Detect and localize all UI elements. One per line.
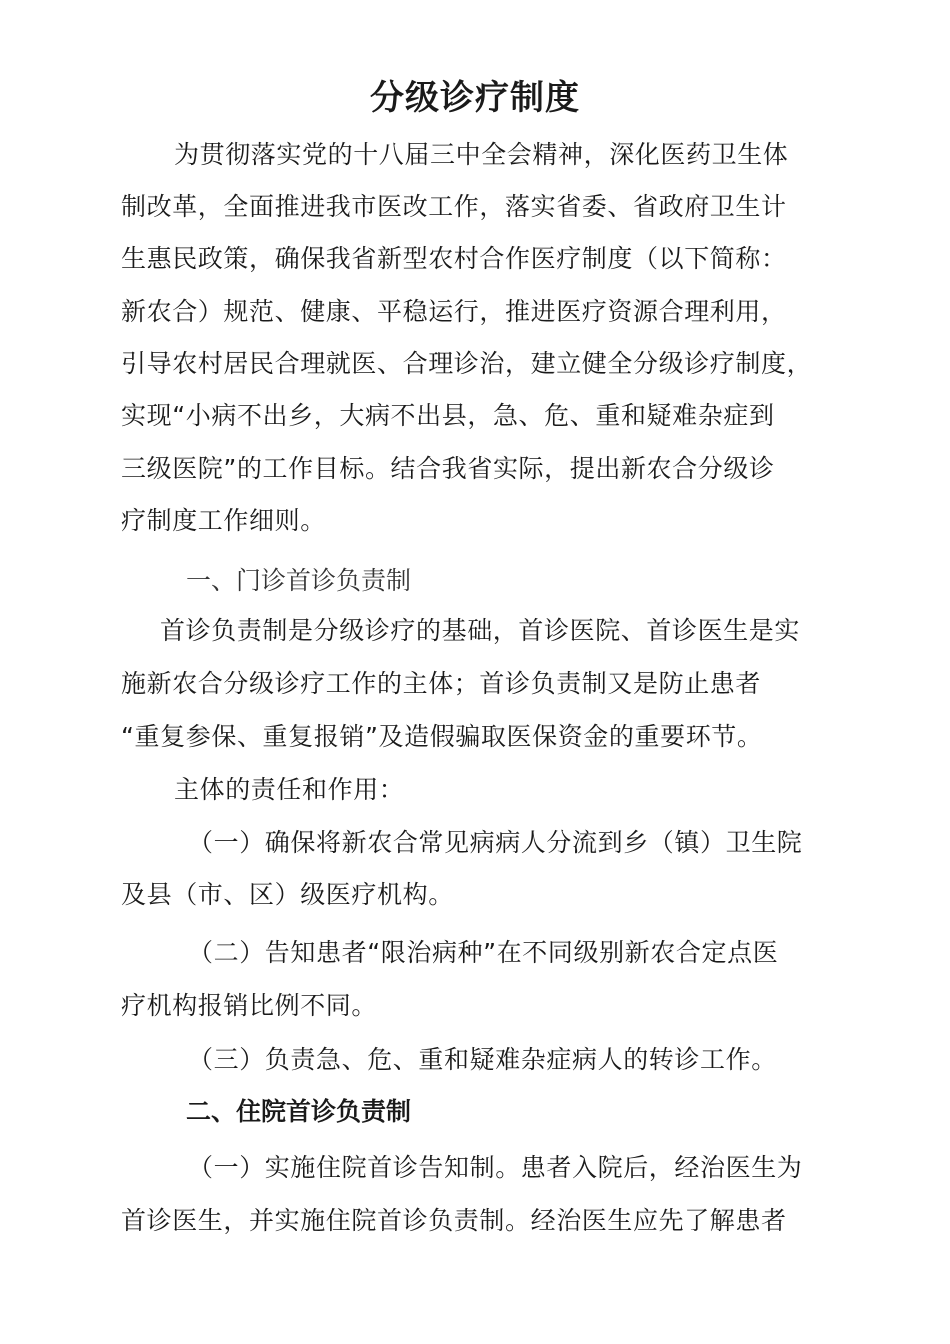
document-title: 分级诊疗制度 xyxy=(370,78,580,118)
section-heading: 二、住院首诊负责制 xyxy=(186,1097,412,1126)
list-item-line: 疗机构报销比例不同。 xyxy=(121,991,378,1020)
list-item-line: （一）确保将新农合常见病病人分流到乡（镇）卫生院 xyxy=(188,828,803,857)
intro-line: 疗制度工作细则。 xyxy=(121,506,326,535)
section-paragraph-line: “重复参保、重复报销”及造假骗取医保资金的重要环节。 xyxy=(121,722,763,751)
section-paragraph-line: 施新农合分级诊疗工作的主体；首诊负责制又是防止患者 xyxy=(121,669,762,698)
section-paragraph-line: 首诊医生，并实施住院首诊负责制。经治医生应先了解患者 xyxy=(121,1206,787,1235)
list-item-line: 及县（市、区）级医疗机构。 xyxy=(121,880,454,909)
section-paragraph-line: （一）实施住院首诊告知制。患者入院后，经治医生为 xyxy=(188,1153,803,1182)
list-item-line: （三）负责急、危、重和疑难杂症病人的转诊工作。 xyxy=(188,1045,777,1074)
intro-line: 生惠民政策，确保我省新型农村合作医疗制度（以下简称： xyxy=(121,244,787,273)
intro-line: 引导农村居民合理就医、合理诊治，建立健全分级诊疗制度， xyxy=(121,349,813,378)
intro-line: 制改革，全面推进我市医改工作，落实省委、省政府卫生计 xyxy=(121,192,787,221)
intro-line: 三级医院”的工作目标。结合我省实际，提出新农合分级诊 xyxy=(121,454,775,483)
section-subheading: 主体的责任和作用： xyxy=(174,775,405,804)
intro-line: 为贯彻落实党的十八届三中全会精神，深化医药卫生体 xyxy=(174,140,789,169)
intro-line: 新农合）规范、健康、平稳运行，推进医疗资源合理利用， xyxy=(121,297,787,326)
intro-line: 实现“小病不出乡，大病不出县，急、危、重和疑难杂症到 xyxy=(121,401,775,430)
section-paragraph-line: 首诊负责制是分级诊疗的基础，首诊医院、首诊医生是实 xyxy=(160,616,801,645)
section-heading: 一、门诊首诊负责制 xyxy=(186,566,412,595)
list-item-line: （二）告知患者“限治病种”在不同级别新农合定点医 xyxy=(188,938,779,967)
